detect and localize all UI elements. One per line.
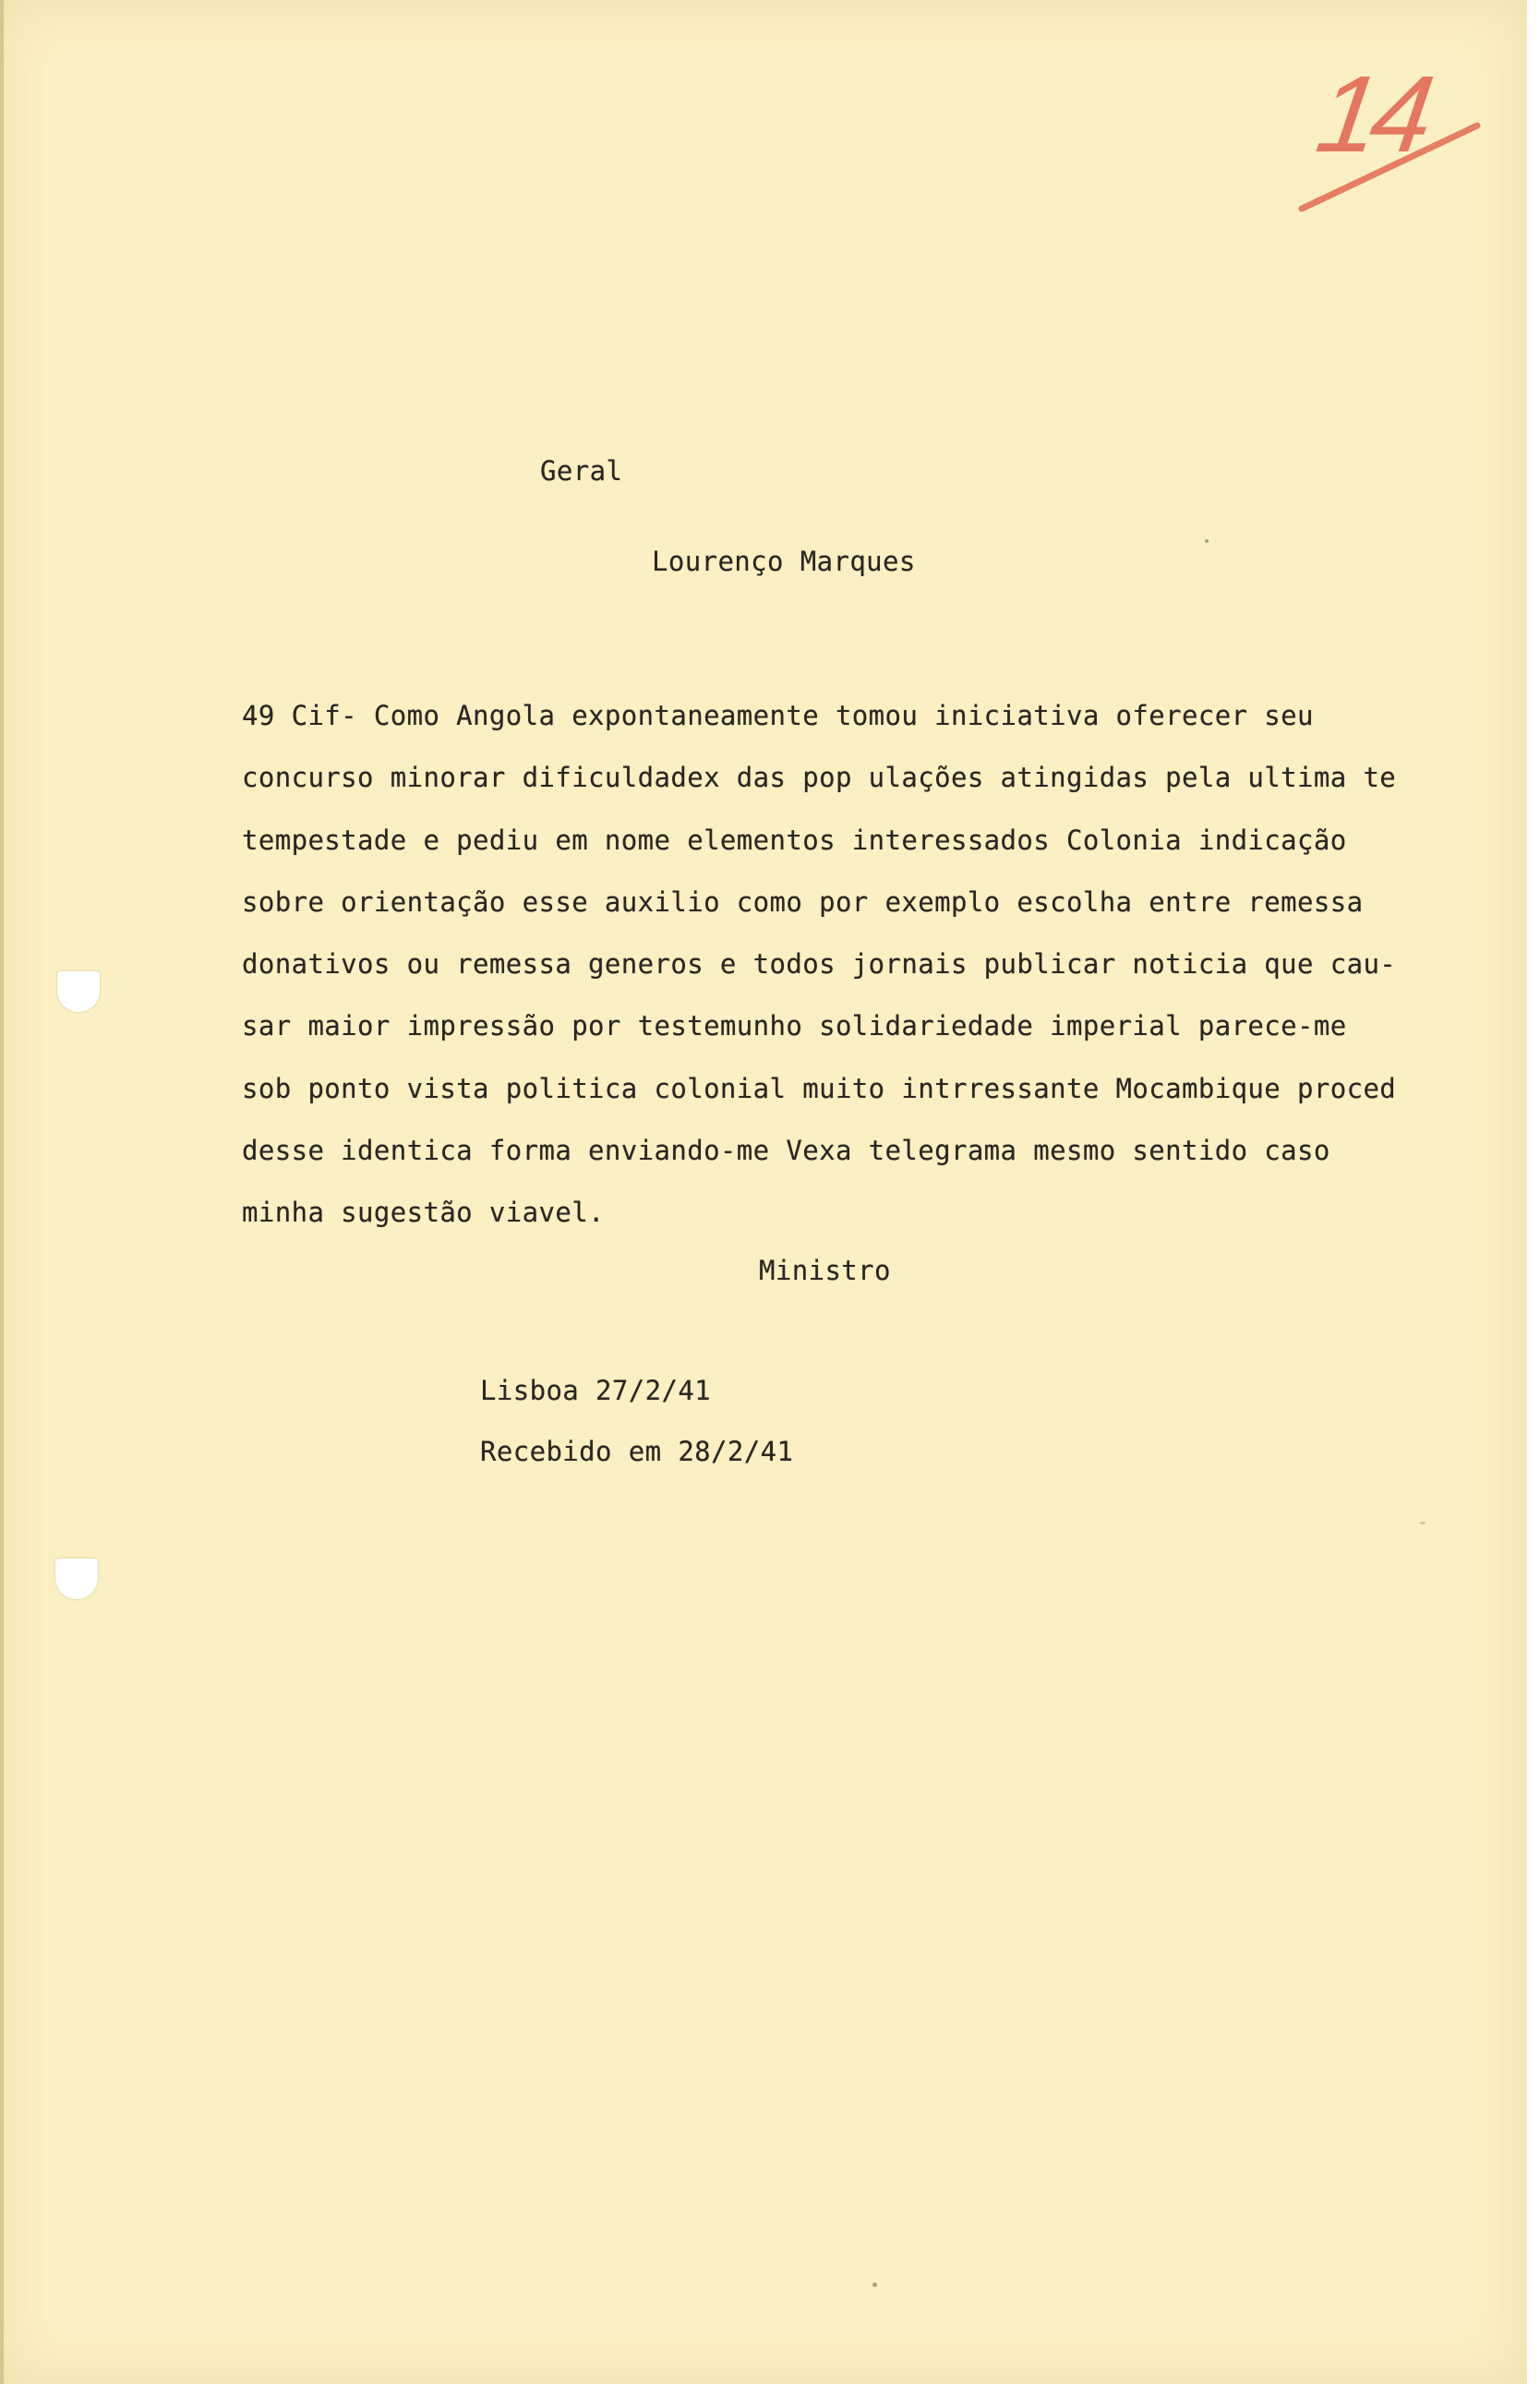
telegram-category: Geral [540,455,623,487]
body-line: tempestade e pediu em nome elementos interessados Colonia indicação [242,824,1347,856]
signature: Ministro [759,1255,891,1286]
received-date: Recebido em 28/2/41 [480,1436,794,1467]
page-number-mark: 14 [1309,54,1434,175]
body-line: desse identica forma enviando-me Vexa telegrama mesmo sentido caso [242,1135,1330,1167]
paper-speck [872,2282,877,2287]
telegram-body [242,702,1527,1261]
handwritten-page-number [1293,44,1505,229]
body-line: sar maior impressão por testemunho solidariedade imperial parece-me [242,1010,1347,1042]
paper-speck [1205,539,1209,543]
body-line: 49 Cif- Como Angola expontaneamente tomou iniciativa oferecer seu [242,702,1314,731]
punch-hole [55,1559,98,1599]
body-line: sobre orientação esse auxilio como por exemplo escolha entre remessa [242,885,1364,918]
punch-hole [57,971,100,1012]
body-line: sob ponto vista politica colonial muito intrressante Mocambique proced [242,1072,1397,1104]
telegram-destination: Lourenço Marques [652,546,916,577]
paper-speck [1420,1522,1426,1524]
body-line: donativos ou remessa generos e todos jornais publicar noticia que cau- [242,948,1397,981]
place-and-date: Lisboa 27/2/41 [480,1375,712,1406]
body-line: concurso minorar dificuldadex das pop ulações atingidas pela ultima te [242,762,1397,794]
page-left-edge [0,0,4,2384]
scan-margin [1527,0,1540,2384]
body-line: minha sugestão viavel. [242,1197,605,1229]
